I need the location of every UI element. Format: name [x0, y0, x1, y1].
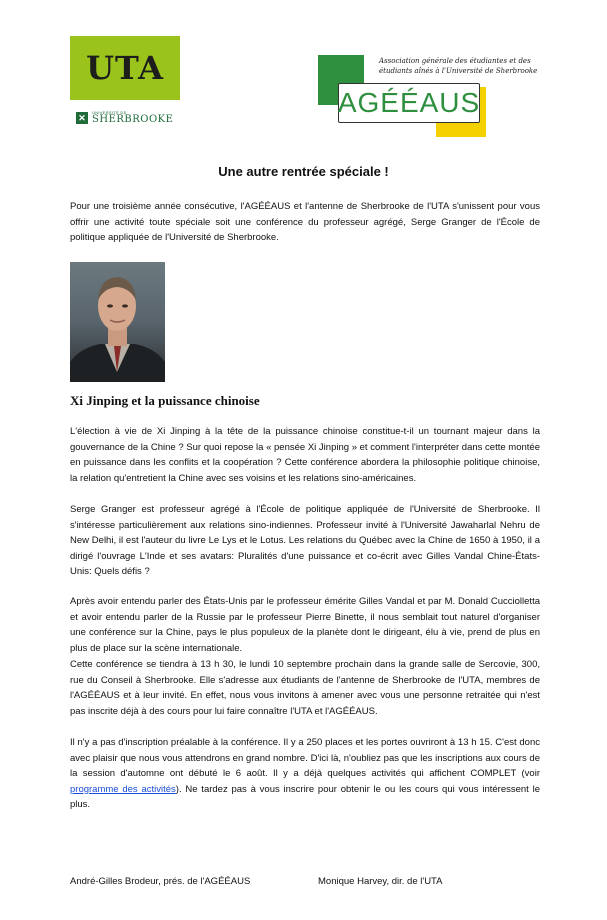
ageeaus-name: AGÉÉAUS [337, 87, 481, 118]
signature-right: Monique Harvey, dir. de l'UTA [318, 876, 443, 887]
paragraph-3: Après avoir entendu parler des États-Unis par le professeur émérite Gilles Vandal et par M. Donald Cucciolletta et avoir entendu parler de la Russie par le professeur Pierre Binette, il nous semblait tout naturel d'organiser une conférence sur la Chine, pays le plus populeux de la planète dont le dirigeant, élu à vie, prend de plus en plus de place sur la scène internationale. [70, 596, 540, 654]
speaker-photo [70, 262, 165, 382]
sherbrooke-big-text: SHERBROOKE [92, 114, 174, 125]
speaker-portrait-drawing [70, 262, 165, 382]
sherbrooke-logo [76, 111, 173, 125]
uta-logo [70, 36, 180, 100]
ageeaus-caption: Association générale des étudiantes et des étudiants aînés à l'Université de Sherbrooke [379, 57, 538, 75]
uta-logo-text: UTA [86, 49, 164, 87]
sherbrooke-small-text: UNIVERSITÉ DE [92, 110, 127, 115]
programme-activites-link[interactable]: programme des activités [70, 783, 176, 795]
sherbrooke-mark-icon: ✕ [76, 112, 88, 124]
signature-left: André-Gilles Brodeur, prés. de l'AGÉÉAUS [70, 876, 251, 887]
paragraph-4: Cette conférence se tiendra à 13 h 30, le lundi 10 septembre prochain dans la grande salle de Sercovie, 300, rue du Conseil à Sherbrooke. Elle s'adresse aux étudiants de l'antenne de Sherbrooke de l'UTA, membres de l'AGÉÉAUS et à leur invité. En effet, nous vous invitons à amener avec vous une personne retraitée qui n'est pas inscrite déjà à des cours pour lui faire connaître l'UTA et l'AGÉÉAUS. [70, 659, 540, 717]
section-title: Xi Jinping et la puissance chinoise [70, 393, 260, 408]
ageeaus-logo [318, 55, 538, 137]
intro-paragraph: Pour une troisième année consécutive, l'AGÉÉAUS et l'antenne de Sherbrooke de l'UTA s'unissent pour vous offrir une activité toute spéciale soit une conférence du professeur agrégé, Serge Granger de l'École de politique appliquée de l'Université de Sherbrooke. [70, 201, 540, 243]
paragraph-2: Serge Granger est professeur agrégé à l'École de politique appliquée de l'Université de Sherbrooke. Il s'intéresse particulièrement aux relations sino-indiennes. Professeur invité à l'Université Jawaharlal Nehru de New Delhi, il est l'auteur du livre Le Lys et le Lotus. Les relations du Québec avec la Chine de 1650 à 1950, il a dirigé l'ouvrage L'Inde et ses avatars: Pluralités d'une puissance et co-écrit avec Gilles Vandal Chine-États-Unis: Quels défis ? [70, 504, 540, 577]
paragraph-5: Il n'y a pas d'inscription préalable à la conférence. Il y a 250 places et les portes ouvriront à 13 h 15. C'est donc avec plaisir que nous vous attendrons en grand nombre. D'ici là, n'oubliez pas que les inscriptions aux cours de la session d'automne ont débuté le 6 août. Il y a déjà quelques activités qui affichent COMPLET (voir programme des activités). Ne tardez pas à vous inscrire pour obtenir le ou les cours qui vous intéressent le plus. [70, 737, 540, 810]
paragraph-1: L'élection à vie de Xi Jinping à la tête de la puissance chinoise constitue-t-il un tournant majeur dans la gouvernance de la Chine ? Sur quoi repose la « pensée Xi Jinping » et comment l'interpréter dans cette montée en puissance dans les conflits et la coopération ? Cette conférence abordera la philosophie politique chinoise, la relation qu'entretient la Chine avec ses voisins et les relations sino-américaines. [70, 426, 540, 484]
page-title: Une autre rentrée spéciale ! [218, 164, 389, 179]
ageeaus-name-box [338, 83, 480, 123]
